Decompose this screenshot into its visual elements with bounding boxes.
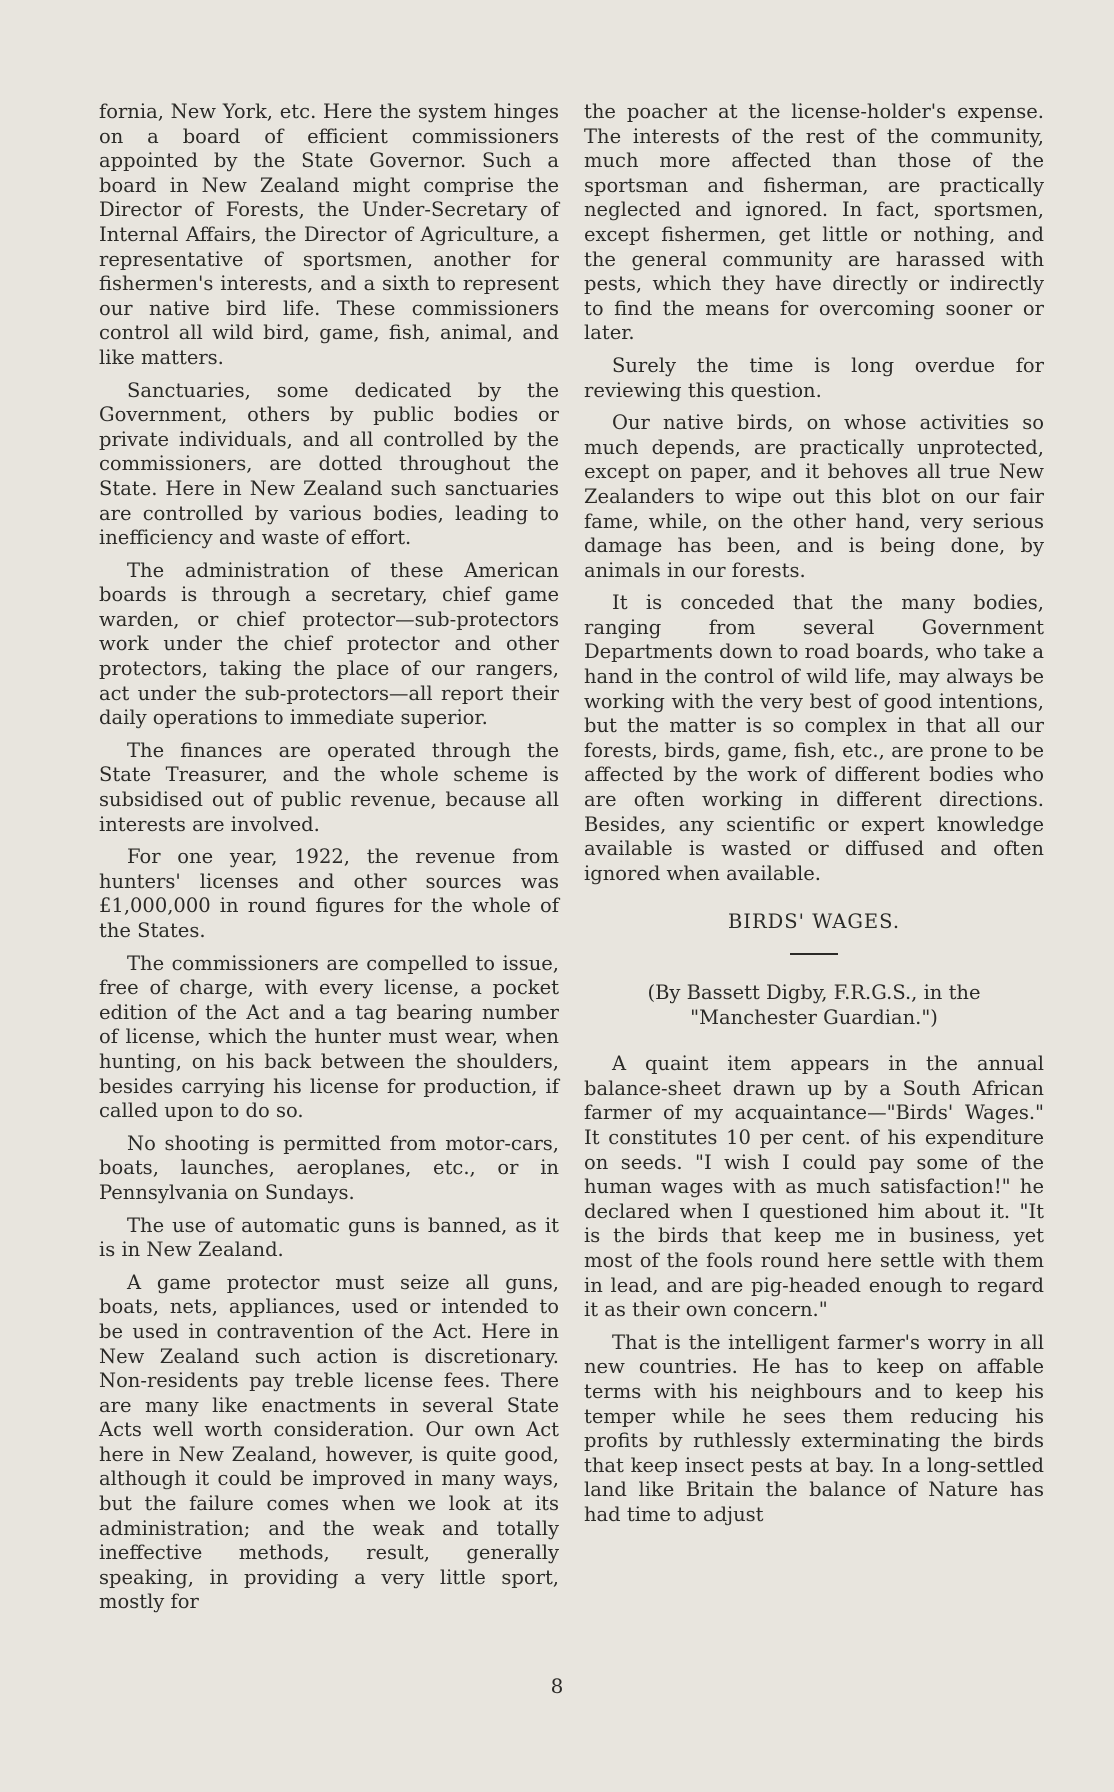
paragraph: It is conceded that the many bodies, ranging from several Government Departments down to road boards, who take a hand in the control of wild life, may always be working with the very best of good intentions, but the matter is so complex in that all our forests, birds, game, fish, etc., are prone to be affected by the work of different bodies who are often working in different directions. Besides, any scientific or expert knowledge available is wasted or diffused and often ignored when available.: [584, 591, 1044, 885]
paragraph: Our native birds, on whose activities so much depends, are practically unprotected, except on paper, and it behoves all true New Zealanders to wipe out this blot on our fair fame, while, on the other hand, very serious damage has been, and is being done, by animals in our forests.: [584, 411, 1044, 582]
paragraph: A quaint item appears in the annual balance-sheet drawn up by a South African farmer of my acquaintance—"Birds' Wages." It constitutes 10 per cent. of his expenditure on seeds. "I wish I could pay some of the human wages with as much satisfaction!" he declared when I questioned him about it. "It is the birds that keep me in business, yet most of the fools round here settle with them in lead, and are pig-headed enough to regard it as their own concern.": [584, 1052, 1044, 1322]
paragraph: the poacher at the license-holder's expense. The interests of the rest of the community, much more affected than those of the sportsman and fisherman, are practically neglected and ignored. In fact, sportsmen, except fishermen, get little or nothing, and the general community are harassed with pests, which they have directly or indirectly to find the means for overcoming sooner or later.: [584, 100, 1044, 345]
paragraph: The commissioners are compelled to issue, free of charge, with every license, a pocket edition of the Act and a tag bearing number of license, which the hunter must wear, when hunting, on his back between the shoulders, besides carrying his license for production, if called upon to do so.: [99, 951, 559, 1123]
byline-author: (By Bassett Digby, F.R.G.S., in the: [647, 981, 981, 1004]
byline-source: "Manchester Guardian."): [690, 1005, 938, 1029]
paragraph: Sanctuaries, some dedicated by the Government, others by public bodies or private individuals, and all controlled by the commissioners, are dotted throughout the State. Here in New Zealand such sanctuaries are controlled by various bodies, leading to inefficiency and waste of effort.: [99, 378, 559, 550]
paragraph: For one year, 1922, the revenue from hunters' licenses and other sources was £1,000,000 in round figures for the whole of the States.: [99, 845, 559, 942]
paragraph: Surely the time is long overdue for reviewing this question.: [584, 353, 1044, 402]
right-column: [584, 100, 1044, 1535]
paragraph: No shooting is permitted from motor-cars, boats, launches, aeroplanes, etc., or in Pennsylvania on Sundays.: [99, 1131, 559, 1204]
page-number: 8: [550, 1674, 564, 1698]
paragraph: That is the intelligent farmer's worry in all new countries. He has to keep on affable terms with his neighbours and to keep his temper while he sees them reducing his profits by ruthlessly exterminating the birds that keep insect pests at bay. In a long-settled land like Britain the balance of Nature has had time to adjust: [584, 1330, 1044, 1526]
paragraph: The use of automatic guns is banned, as it is in New Zealand.: [99, 1213, 559, 1262]
article-heading: BIRDS' WAGES.: [727, 910, 901, 934]
left-column: [99, 100, 559, 1623]
paragraph: The administration of these American boards is through a secretary, chief game warden, or chief protector—sub-protectors work under the chief protector and other protectors, taking the place of our rangers, act under the sub-protectors—all report their daily operations to immediate superior.: [99, 558, 559, 730]
paragraph: A game protector must seize all guns, boats, nets, appliances, used or intended to be used in contravention of the Act. Here in New Zealand such action is discretionary. Non-residents pay treble license fees. There are many like enactments in several State Acts well worth consideration. Our own Act here in New Zealand, however, is quite good, although it could be improved in many ways, but the failure comes when we look at its administration; and the weak and totally ineffective methods, result, generally speaking, in providing a very little sport, mostly for: [99, 1270, 559, 1614]
paragraph: fornia, New York, etc. Here the system hinges on a board of efficient commissioners appointed by the State Governor. Such a board in New Zealand might comprise the Director of Forests, the Under-Secretary of Internal Affairs, the Director of Agriculture, a representative of sportsmen, another for fishermen's interests, and a sixth to represent our native bird life. These commissioners control all wild bird, game, fish, animal, and like matters.: [99, 100, 559, 369]
byline: [584, 981, 1044, 1030]
heading-rule: [790, 953, 838, 955]
paragraph: The finances are operated through the State Treasurer, and the whole scheme is subsidised out of public revenue, because all interests are involved.: [99, 738, 559, 836]
